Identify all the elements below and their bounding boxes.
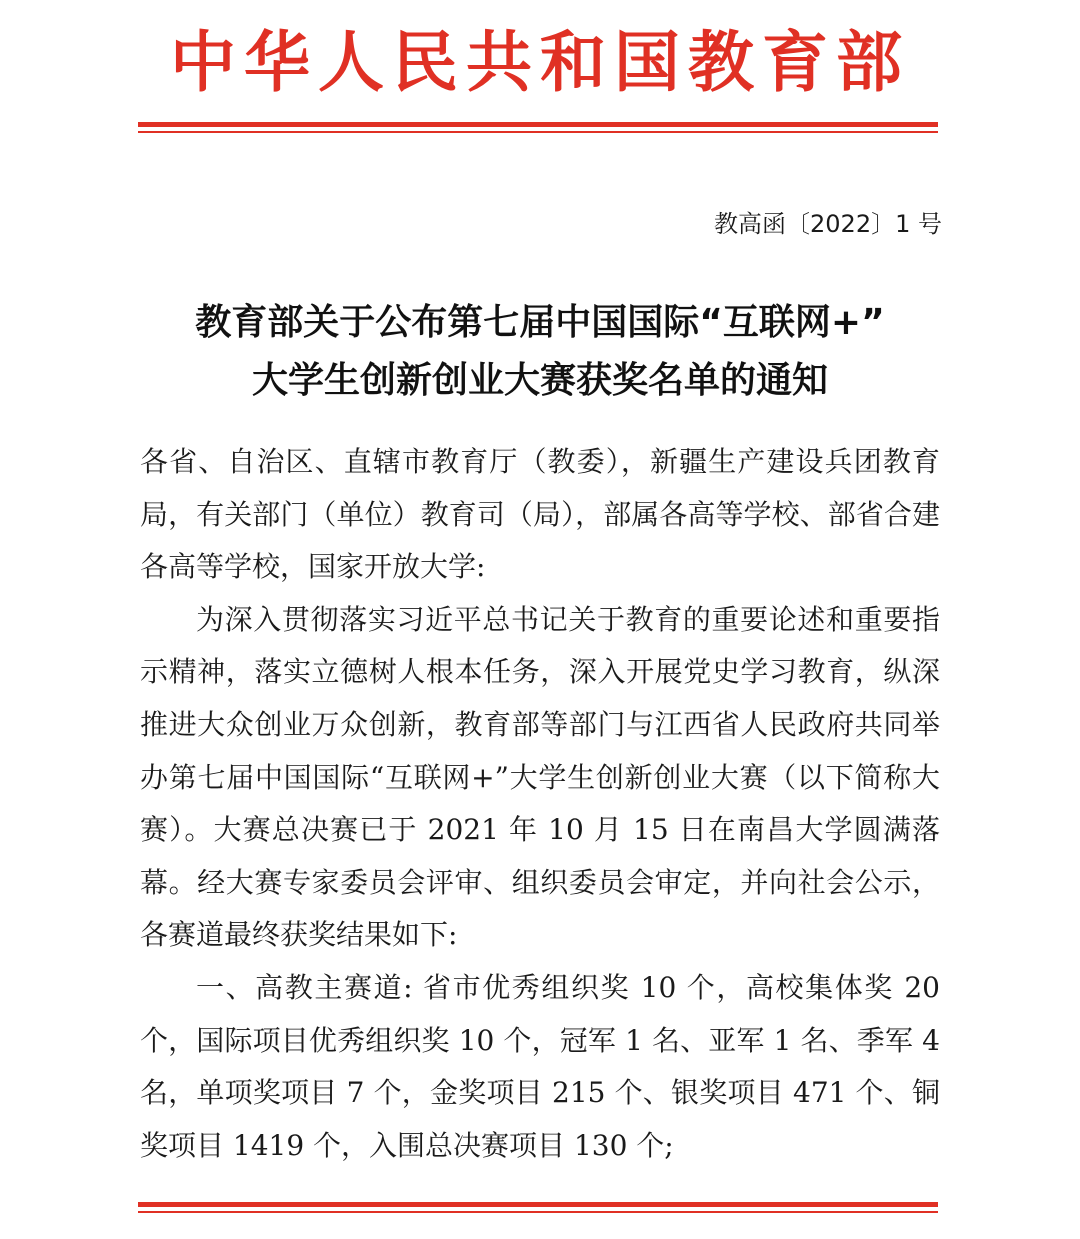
document-number: 教高函〔2022〕1 号 (714, 210, 942, 238)
document-title (138, 294, 942, 410)
footer-divider-thin (138, 1211, 938, 1213)
document-body (140, 436, 940, 1172)
header-divider (138, 122, 938, 133)
header-divider-thin (138, 131, 938, 133)
document-title-line-1: 教育部关于公布第七届中国国际“互联网+” (195, 302, 885, 343)
header-divider-thick (138, 122, 938, 127)
footer-divider (138, 1202, 938, 1213)
body-paragraph-1: 为深入贯彻落实习近平总书记关于教育的重要论述和重要指示精神，落实立德树人根本任务，深入开展党史学习教育，纵深推进大众创业万众创新，教育部等部门与江西省人民政府共同举办第七届中国国际“互联网+”大学生创新创业大赛（以下简称大赛）。大赛总决赛已于 2021 年 10 月 15 日在南昌大学圆满落幕。经大赛专家委员会评审、组织委员会审定，并向社会公示，各赛道最终获奖结果如下: (140, 602, 940, 952)
footer-divider-thick (138, 1202, 938, 1207)
document-title-line-2: 大学生创新创业大赛获奖名单的通知 (251, 360, 828, 401)
addressee-paragraph: 各省、自治区、直辖市教育厅（教委），新疆生产建设兵团教育局，有关部门（单位）教育司（局），部属各高等学校、部省合建各高等学校，国家开放大学: (140, 445, 940, 584)
body-paragraph-2: 一、高教主赛道: 省市优秀组织奖 10 个，高校集体奖 20 个，国际项目优秀组织奖 10 个，冠军 1 名、亚军 1 名、季军 4 名，单项奖项目 7 个，金奖项目 215 个、银奖项目 471 个、铜奖项目 1419 个，入围总决赛项目 130 个; (140, 970, 940, 1162)
ministry-header: 中华人民共和国教育部 (170, 24, 910, 101)
